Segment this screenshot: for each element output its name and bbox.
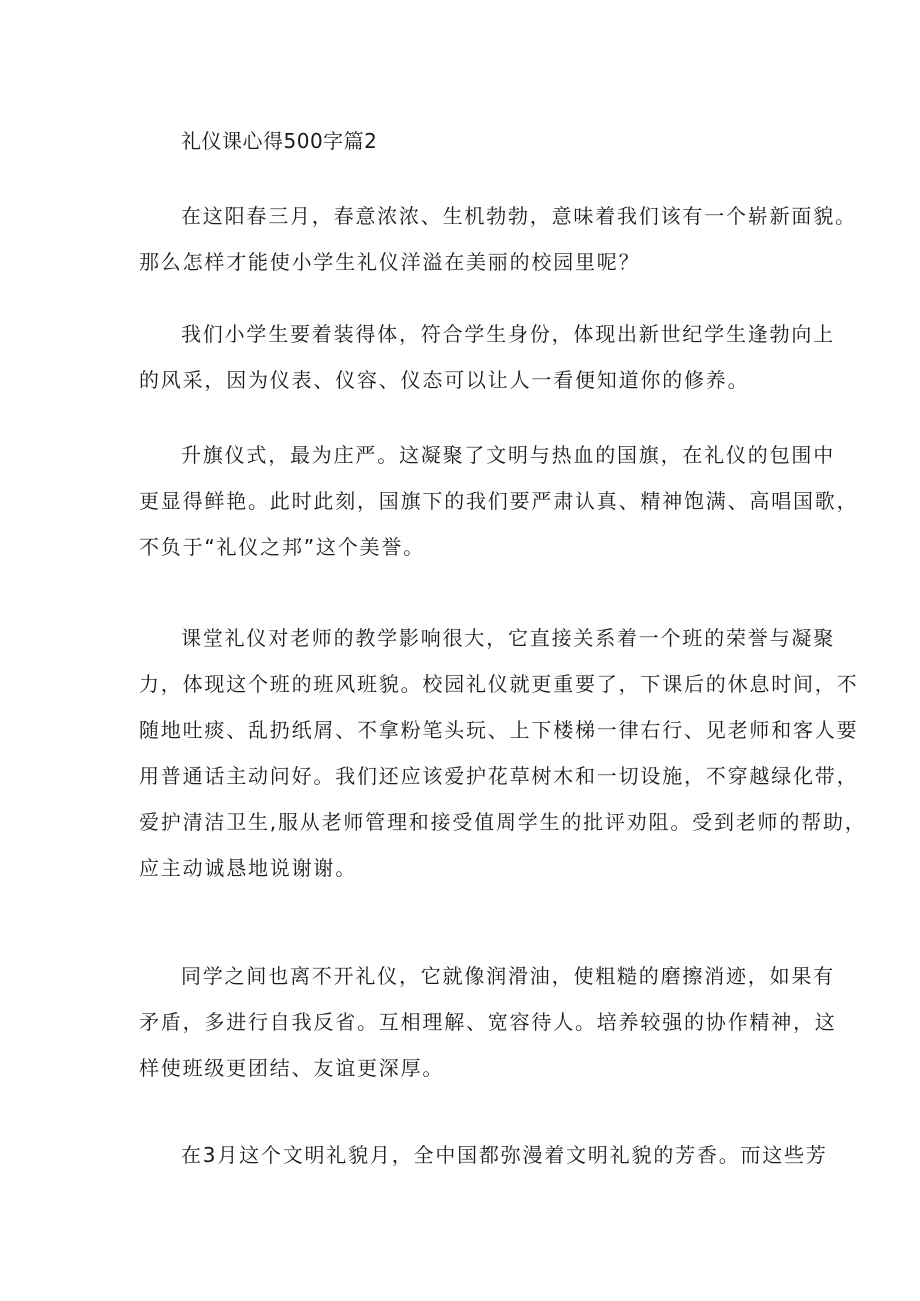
paragraph-6 — [139, 1132, 828, 1178]
paragraph-line: 在这阳春三月，春意浓浓、生机勃勃，意味着我们该有一个崭新面貌。 — [181, 204, 857, 228]
paragraph-line: 在3月这个文明礼貌月，全中国都弥漫着文明礼貌的芳香。而这些芳 — [181, 1143, 828, 1167]
paragraph-line: 应主动诚恳地说谢谢。 — [139, 856, 357, 880]
paragraph-line: 课堂礼仪对老师的教学影响很大，它直接关系着一个班的荣誉与凝聚 — [181, 626, 835, 650]
paragraph-line: 用普通话主动问好。我们还应该爱护花草树木和一切设施，不穿越绿化带， — [139, 764, 859, 788]
paragraph-line: 的风采，因为仪表、仪容、仪态可以让人一看便知道你的修养。 — [139, 368, 750, 392]
paragraph-1 — [139, 193, 857, 285]
document-title: 礼仪课心得500字篇2 — [181, 129, 378, 153]
paragraph-line: 力，体现这个班的班风班貌。校园礼仪就更重要了，下课后的休息时间，不 — [139, 672, 859, 696]
paragraph-line: 样使班级更团结、友谊更深厚。 — [139, 1056, 445, 1080]
paragraph-3 — [139, 432, 859, 570]
paragraph-line: 升旗仪式，最为庄严。这凝聚了文明与热血的国旗，在礼仪的包围中 — [181, 443, 835, 467]
paragraph-line: 矛盾，多进行自我反省。互相理解、宽容待人。培养较强的协作精神，这 — [139, 1010, 837, 1034]
paragraph-5 — [139, 953, 837, 1091]
paragraph-4 — [139, 615, 867, 891]
paragraph-line: 随地吐痰、乱扔纸屑、不拿粉笔头玩、上下楼梯一律右行、见老师和客人要 — [139, 718, 859, 742]
paragraph-2 — [139, 311, 835, 403]
paragraph-line: 我们小学生要着装得体，符合学生身份，体现出新世纪学生逢勃向上 — [181, 322, 835, 346]
paragraph-line: 那么怎样才能使小学生礼仪洋溢在美丽的校园里呢？ — [139, 250, 641, 274]
paragraph-line: 爱护清洁卫生,服从老师管理和接受值周学生的批评劝阻。受到老师的帮助， — [139, 810, 867, 834]
paragraph-line: 更显得鲜艳。此时此刻，国旗下的我们要严肃认真、精神饱满、高唱国歌， — [139, 489, 859, 513]
paragraph-line: 同学之间也离不开礼仪，它就像润滑油，使粗糙的磨擦消迹，如果有 — [181, 964, 835, 988]
paragraph-line: 不负于“礼仪之邦”这个美誉。 — [139, 535, 425, 559]
